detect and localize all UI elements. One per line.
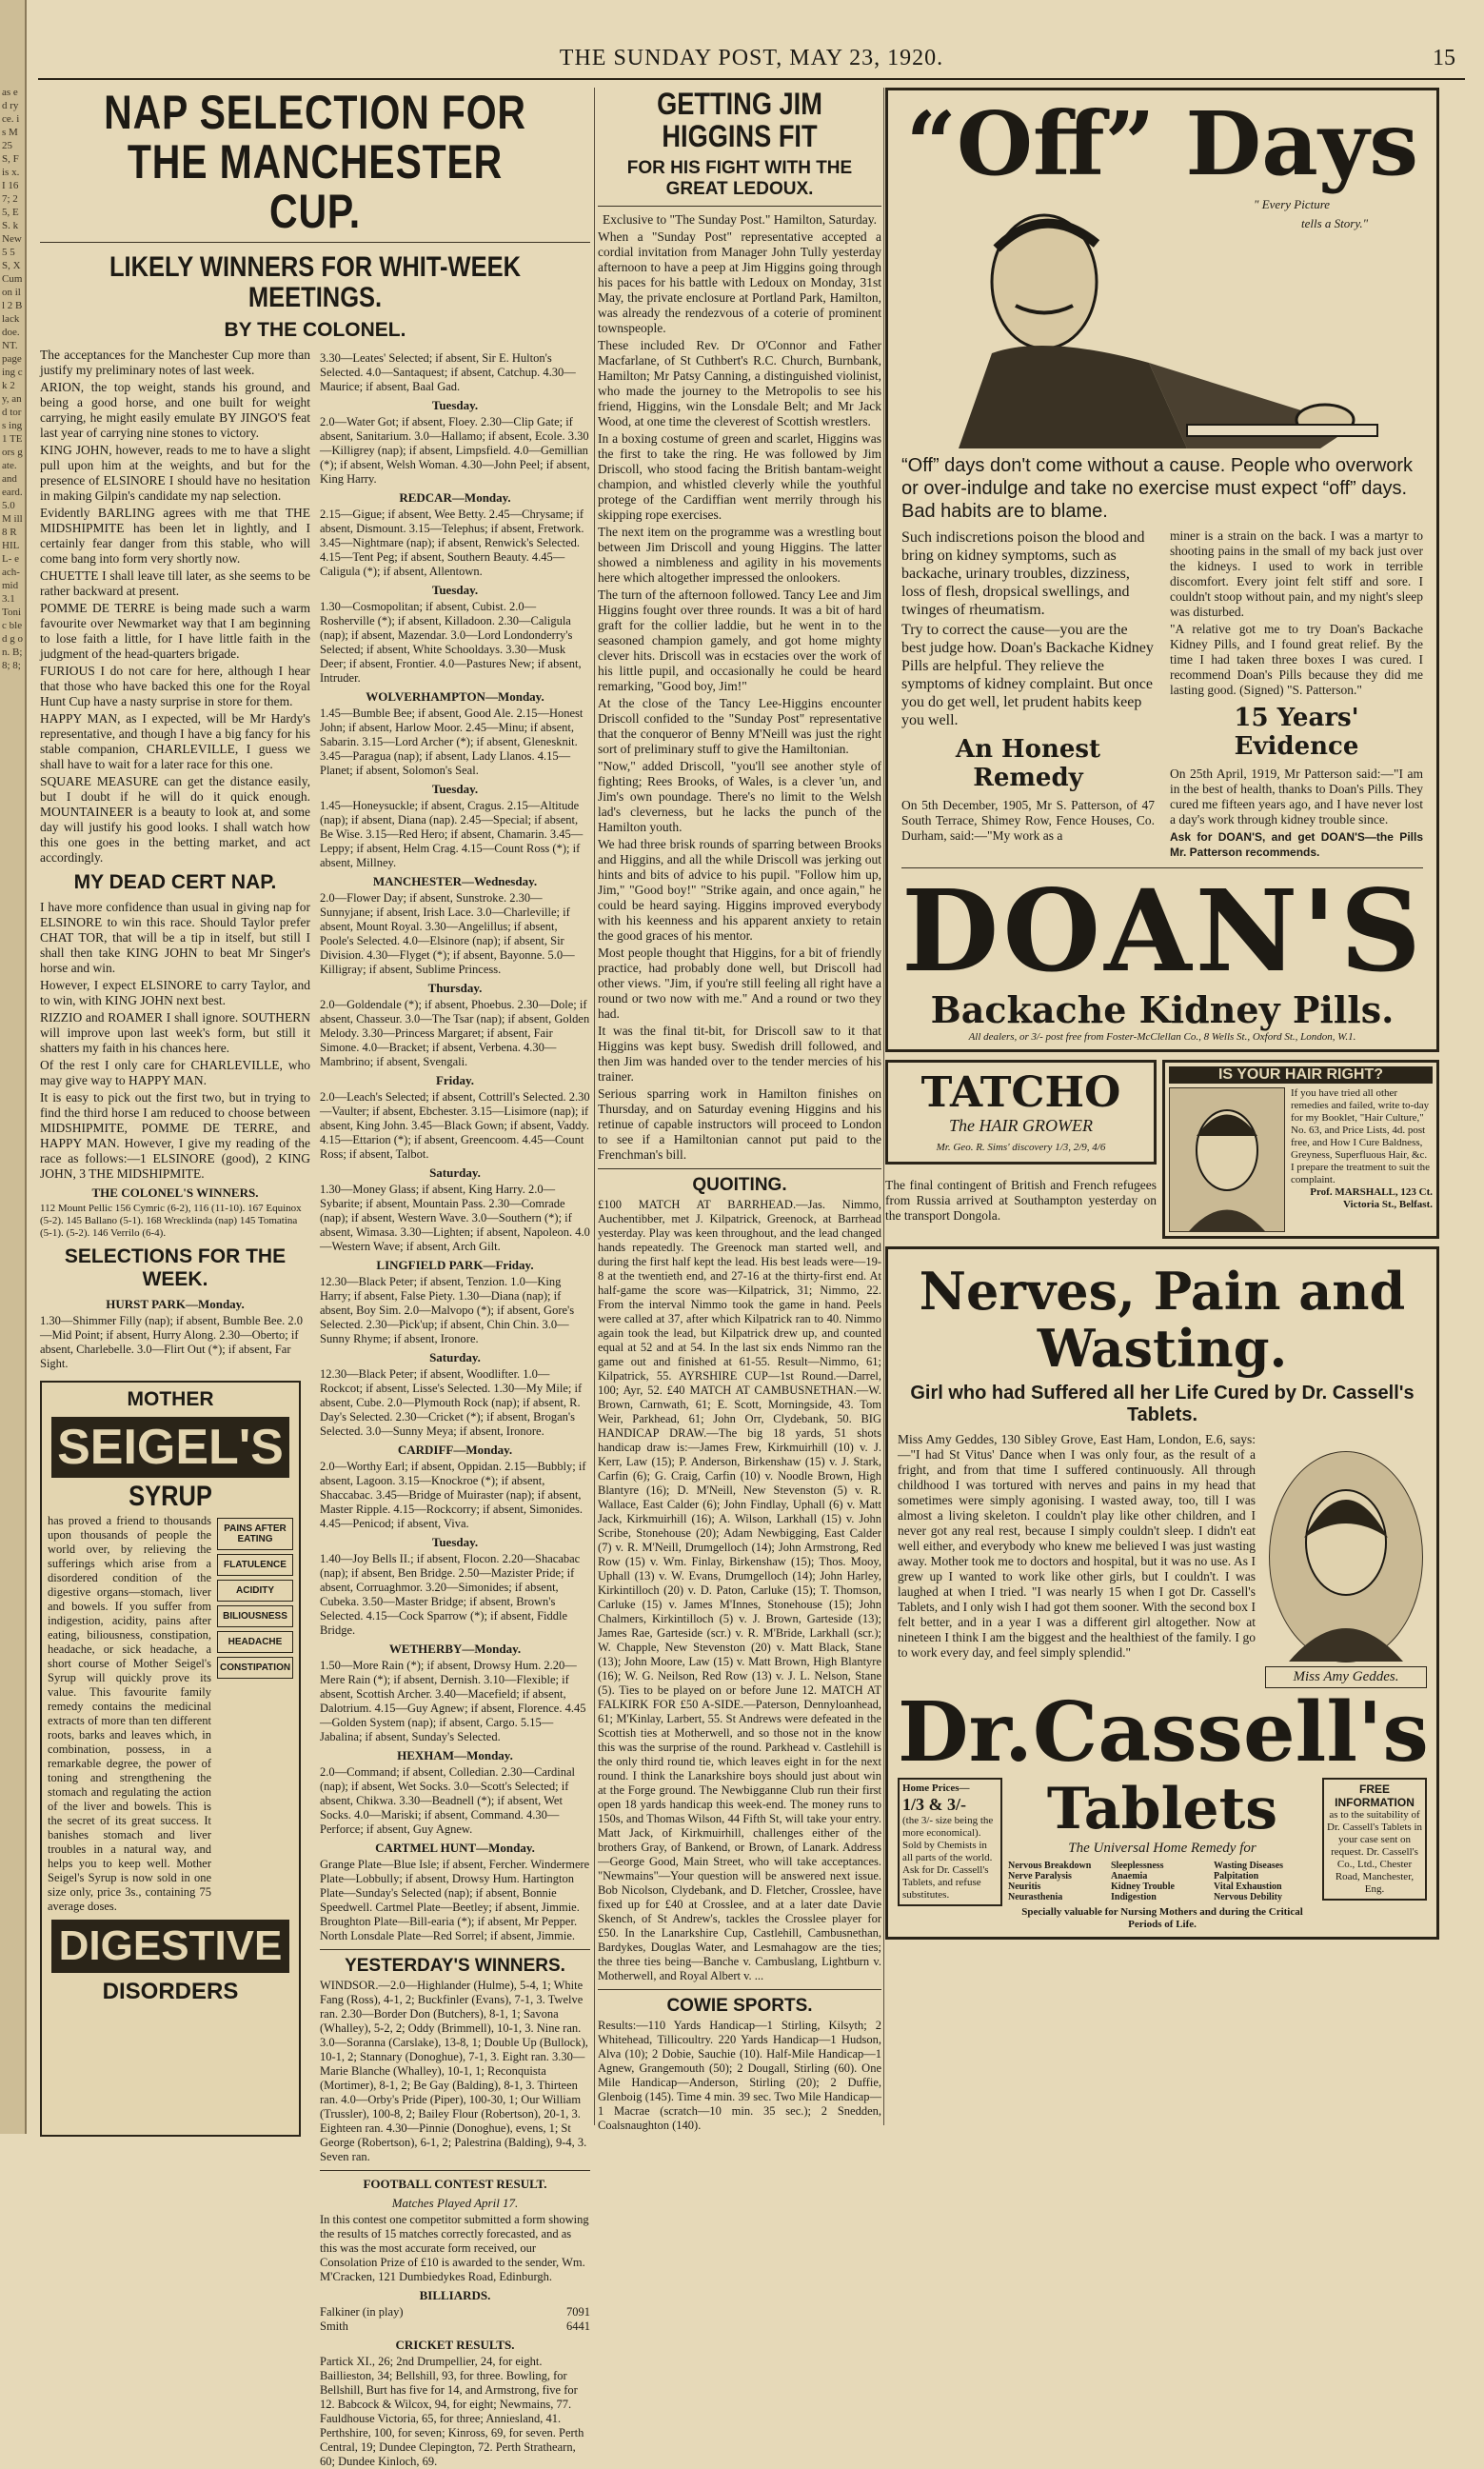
refugees-caption: The final contingent of British and French refugees from Russia arrived at Southampton yesterday on the transport Dongola. [885, 1178, 1157, 1223]
symptom-tag: PAINS AFTER EATING [217, 1518, 293, 1550]
football-subheading: Matches Played April 17. [391, 2196, 519, 2210]
selection-list: 1.45—Bumble Bee; if absent, Good Ale. 2.15—Honest John; if absent, Harlow Moor. 2.45—Minu; if absent, Sabarin. 3.15—Lord Archer (*); if absent, Glenesknit. 3.45—Paragua (nap); if absent, Lady Llanos. 4.15—Planet; if absent, Solomon's Seal. [320, 707, 584, 777]
paragraph: However, I expect ELSINORE to carry Taylor, and to win, with KING JOHN next best. [40, 978, 310, 1007]
paragraph: "Now," added Driscoll, "you'll see another style of fighting; Rees Brooks, of Wales, is a clever 'un, and Jim's own poundage. There's no limit to the Welsh lad's cleverness, but he lacks the punch of the Hamilton youth. [598, 759, 881, 834]
off-days-lead: “Off” days don't come without a cause. People who overwork or over-indulge and take no exercise must expect “off” days. Bad habits are to blame. [901, 455, 1414, 522]
selection-list: 2.0—Leach's Selected; if absent, Cottrill's Selected. 2.30—Vaulter; if absent, Ebchester. 3.15—Lisimore (nap); if absent, King John. 3.45—Black Gown; if absent, Vaddy. 4.15—Ettarion (*); if absent, Greencoom. 4.45—Count Ross; if absent, Talbot. [320, 1090, 590, 1161]
man-illustration [901, 191, 1423, 448]
seigel-brand: SEIGEL'S [51, 1417, 289, 1478]
ailment: Anaemia [1111, 1871, 1148, 1882]
nap-headline: NAP SELECTION FOR THE MANCHESTER CUP. [104, 86, 526, 238]
day-heading: Saturday. [429, 1350, 481, 1364]
cowie-heading: COWIE SPORTS. [666, 1996, 813, 2016]
doans-subbrand: Backache Kidney Pills. [930, 988, 1395, 1031]
selection-list: 2.0—Worthy Earl; if absent, Oppidan. 2.15—Bubbly; if absent, Lagoon. 3.15—Knockroe (*); if absent, Shaccabac. 3.45—Bridge of Muiraster (nap); if absent, Master Ripple. 4.15—Rockcorry; if absent, Simonides. 4.45—Penicod; if absent, Viva. [320, 1460, 586, 1530]
boxing-column [598, 87, 881, 2132]
cassell-testimonial: Miss Amy Geddes, 130 Sibley Grove, East Ham, London, E.6, says:—"I had St Vitus' Dance when I was only four, as the result of a fright, and from that time I suffered continuously. All through childhood I was tortured with nerves and pains in my head that sometimes were simply agonising. I wasted away, too, till I was almost a living skeleton. I couldn't play like other children, and I never got any real rest, because I simply couldn't sleep. I didn't eat well either, and everybody who knew me believed I was just wasting away. Mother took me to doctors and hospital, but it was no use. As I grew up I wanted to work like other girls, but I couldn't. I was laughed at when I tried. "I was nearly 15 when I got Dr. Cassell's Tablets, and I only wish I had got them sooner. With the second box I felt better, and in a year I was a different girl altogether. Now at nineteen I think I am the biggest and the healthiest of the family. I go to work every day, and feel simply splendid." [898, 1432, 1256, 1660]
paragraph: CHUETTE I shall leave till later, as she seems to be rather backward at present. [40, 568, 310, 598]
selection-list: 1.50—More Rain (*); if absent, Drowsy Hum. 2.20—Mere Rain (*); if absent, Dernish. 3.10—Flexible; if absent, Scottish Archer. 3.40—Macefield; if absent, Dalotrium. 4.15—Guy Agnew; if absent, Florence. 4.45—Golden System (nap); if absent, Cargo. 5.15—Jabalina; if absent, Sunday's Selected. [320, 1659, 586, 1743]
quoiting-text: £100 MATCH AT BARRHEAD.—Jas. Nimmo, Auchentibber, met J. Kilpatrick, Greenock, at Barrhead yesterday. Play was keen throughout, and the lead changed hands repeatedly. The Greenock man started well, and during the first half kept the lead. His best leads were—19-8 at the twentieth end, and 27-16 at the thirty-first end. At half-game the score was—Kilpatrick, 31; Nimmo, 22. From the interval Nimmo took the game in hand. Peels were called at 37, after which Kilpatrick ran to 40. Nimmo again took the lead, but Kilpatrick drew up, and counted equal at 52 and at 54. In the last six ends Nimmo ran the game out and finished at 61-55. Result—Nimmo, 61; Kilpatrick, 55. AYRSHIRE CUP—1st Round.—Darrel, 100; Ayr, 52. £40 MATCH AT CAMBUSNETHAN.—W. Brown, Carnwath, 61; E. Scott, Morningside, 43. Tom Weir, Parkhead, 61; John Orr, Clydebank, 50. BIG HANDICAP DRAW.—The big 18 yards, 51 shots handicap draw is:—James Frew, Kirkmuirhill (10) v. J. Kerr, Law (15); P. Anderson, Birkenshaw (15) v. J. Stark, Carfin (6); G. Craig, Carfin (10) v. Noodle Brown, High Blantyre (16); D. M'Neill, New Stevenston (5) v. R. Wallace, East Calder (6); John Findlay, Uphall (6) v. Matt Jack, Kirkmuirhill (16); A. Wilson, Larkhall (15) v. John Scribe, Stonehouse (20); Adam Newbigging, East Calder (7) v. R. M'Neill, Drumgelloch (14); John Armstrong, Red Row (15) v. Wm. Finlay, Birkenshaw (15); Thos. Mooy, Uphall (13) v. W. Evans, Drumgelloch (14); John Harley, Kirkintilloch (20) v. D. Paton, Carluke (15); T. Thomson, Carluke (15) v. James M'Innes, Stonehouse (15); John Chalmers, Kirkintilloch (5) v. J. Brown, Garteside (13); James Rae, Garteside (scr.) v. R. M'Bride, Larkhall (scr.); W. Chapple, New Stevenston (20) v. Matt Black, Stane (13); John Moore, Law (15) v. Matt Brown, High Blantyre (16); W. G. Neilson, Red Row (13) v. J. L. Nelson, Stane (5). Ties to be played on or before June 12. MATCH AT FALKIRK FOR £50 A-SIDE.—Paterson, Dennyloanhead, 61; M'Kinlay, Larbert, 55. St Andrews were defeated in the Scottish ties at Motherwell, and so those not in the know this was the surprise of the round. Parkhead v. Castlehill is the only third round tie, which leaves eight in for the next round. I think the Lanarkshire boys should just about win at the Forge ground. The Newbigganne Club run their first open 18 yards handicap this week-end. The money runs to 150s, and Thomas Wilson, 44 Fifth St, will take your entry. Matt Jack, of Kirkmuirhill, challenges either of the brothers Gray, of Bankend, or Brown, of Lanark. Address—George Good, Main Street, who will take acceptances. "Newmains"—Your question will be answered next issue. Bob Nicolson, Clydebank, and D. Fletcher, Crosslee, have fixed up for £40 at Crosslee, and at a later date Davie Skench, of St Andrew's, tackles the Crosslee player for £50. In the Lanarkshire Cup, Castlehill, Cambusnethan, Bardykes, Douglas Water, and Lesmahagow are the ties; the three ties being—Banche v. Cambuslang, Lightburn v. Motherwell, and Royal Albert v. ... [598, 1198, 881, 1982]
yesterdays-winners: WINDSOR.—2.0—Highlander (Hulme), 5-4, 1; White Fang (Ross), 4-1, 2; Buckfinler (Evans), 7-1, 3. Twelve ran. 2.30—Border Don (Butchers), 8-1, 1; Savona (Whalley), 5-2, 2; Oddy (Brimmell), 10-1, 3. Nine ran. 3.0—Soranna (Carslake), 13-8, 1; Double Up (Bullock), 10-1, 2; Stannary (Donoghue), 7-1, 3. Eight ran. 3.30—Marie Blanche (Whalley), 10-1, 1; Reconquista (Mortimer), 8-1, 2; Be Gay (Balding), 8-1, 3. Thirteen ran. 4.0—Orby's Pride (Piper), 100-30, 1; Our William (Trussler), 100-8, 2; Bailey Flour (Robertson), 20-1, 3. Eighteen ran. 4.30—Pinnie (Donoghue), evens, 1; St George (Robertson), 6-1, 2; Palestrina (Balding), 9-4, 3. Seven ran. [320, 1979, 588, 2163]
selection-list: 1.40—Joy Bells II.; if absent, Flocon. 2.20—Shacabac (nap); if absent, Ben Bridge. 2.50—Mazister Pride; if absent, Corruaghmor. 3.20—Simonides; if absent, Cubeka. 3.50—Master Bridge; if absent, Brown's Selected. 4.15—Cock Sparrow (*); if absent, Fiddle Bridge. [320, 1552, 581, 1637]
masthead [38, 46, 1465, 80]
tatcho-line: Mr. Geo. R. Sims' discovery 1/3, 2/9, 4/6 [936, 1142, 1106, 1153]
day-heading: CARTMEL HUNT—Monday. [375, 1841, 535, 1855]
nap-subhead: LIKELY WINNERS FOR WHIT-WEEK MEETINGS. [109, 251, 522, 313]
paragraph: The turn of the afternoon followed. Tancy Lee and Jim Higgins fought over three rounds. It was a bit of hard graft for the collier laddie, but he went in to the seasoned champion gamely, and got home mighty clever hits. Driscoll was in ecstacies over the work of his little pupil, and occasionally he could be heard remarking, "Good boy, Jim!" [598, 587, 881, 693]
racing-column [40, 86, 590, 2468]
advert-column [885, 88, 1439, 2125]
ailment: Kidney Trouble [1111, 1882, 1175, 1892]
free-text: as to the suitability of Dr. Cassell's Tablets in your case sent on request. Dr. Cassell's Co., Ltd., Chester Road, Manchester, Eng. [1327, 1809, 1423, 1895]
day-heading: HURST PARK—Monday. [106, 1297, 245, 1311]
selection-list: 1.30—Cosmopolitan; if absent, Cubist. 2.0—Rosherville (*); if absent, Killadoon. 2.30—Caligula (nap); if absent, Mazendar. 3.0—Lord Londonderry's Selected; if absent, White Schooldays. 3.30—Musk Deer; if absent, Frontier. 4.0—Pastures New; if absent, Intruder. [320, 600, 582, 685]
cassell-brand: Dr.Cassell's [898, 1684, 1429, 1781]
paragraph: ARION, the top weight, stands his ground, and being a good horse, and one built for weight carrying, he might easily emulate BY JINGO'S feat last year of carrying nine stones to victory. [40, 380, 310, 440]
symptom-tag: CONSTIPATION [217, 1657, 293, 1679]
free-heading: FREE INFORMATION [1335, 1782, 1415, 1809]
dateline: Exclusive to "The Sunday Post." Hamilton, Saturday. [603, 212, 877, 227]
adjacent-page-text: as ed ry ce. is M 25 S, F is x. I 16 7; 25, ES. k New 5 5 S, X Cum on ill 2 Black doe. NT. page ing ck 2 y, and tors ing 1 TE ors gate. and eard. 5.0 M ill 8 R HILL- each- mid 3.1 Tonic bled g on. B; 8; 8; [2, 87, 23, 671]
tablets-wordmark: Tablets [1046, 1776, 1278, 1842]
ailment: Nervous Breakdown [1008, 1861, 1092, 1871]
quoiting-heading: QUOITING. [692, 1175, 787, 1195]
seigel-digestive: DIGESTIVE [51, 1920, 289, 1973]
day-heading: WETHERBY—Monday. [388, 1642, 522, 1656]
football-heading: FOOTBALL CONTEST RESULT. [363, 2177, 547, 2191]
symptom-tag: HEADACHE [217, 1631, 293, 1653]
paragraph: HAPPY MAN, as I expected, will be Mr Hardy's representative, and though I have a big fancy for his stable companion, CHARLEVILLE, I guess we shall have to wait for a later race for this one. [40, 711, 310, 771]
paragraph: Serious sparring work in Hamilton finishes on Thursday, and on Saturday evening Higgins and his retinue of capable instructors will proceed to London to see if a Hamiltonian cannot put paid to the Frenchman's bill. [598, 1086, 881, 1162]
selection-list: 2.0—Water Got; if absent, Floey. 2.30—Clip Gate; if absent, Sanitarium. 3.0—Hallamo; if absent, Ecole. 3.30—Killigrey (nap); if absent, Limpsfield. 4.0—Gemillian (*); if absent, Welsh Woman. 4.30—John Peel; if absent, King Harry. [320, 415, 590, 486]
seigel-disorders: DISORDERS [102, 1979, 239, 2004]
tatcho-advert [885, 1060, 1157, 1165]
ailment: Neuritis [1008, 1882, 1041, 1892]
prices-text: (the 3/- size being the more economical). Sold by Chemists in all parts of the world. Ask for Dr. Cassell's Tablets, and refuse substitutes. [902, 1815, 994, 1901]
prices-heading: Home Prices— [902, 1782, 970, 1794]
paragraph: At the close of the Tancy Lee-Higgins encounter Driscoll confided to the "Sunday Post" representative that the conqueror of Benny M'Neill was just the right sort of preliminary stuff to give the Hamiltonian. [598, 696, 881, 756]
hair-portrait [1169, 1087, 1285, 1232]
nerves-headline: Nerves, Pain and Wasting. [919, 1261, 1406, 1379]
paragraph: On 5th December, 1905, Mr S. Patterson, of 47 South Terrace, Shimey Row, Fence Houses, Co. Durham, said:—"My work as a [901, 798, 1155, 843]
selection-list: 2.15—Gigue; if absent, Wee Betty. 2.45—Chrysame; if absent, Dismount. 3.15—Telephus; if absent, Fretwork. 3.45—Nightmare (nap); if absent, Renwick's Selected. 4.15—Tent Peg; if absent, Southern Beauty. 4.45—Caligula (*); if absent, Allentown. [320, 508, 584, 578]
selection-list: 12.30—Black Peter; if absent, Woodlifter. 1.0—Rockcot; if absent, Lisse's Selected. 1.30—My Mile; if absent, Cube. 2.0—Plymouth Rock (nap); if absent, R. Day's Selected. 2.30—Cricket (*); if absent, Brogan's Selected. 3.0—Sunny Meya; if absent, Ironore. [320, 1367, 583, 1438]
symptom-tag: FLATULENCE [217, 1554, 293, 1576]
hair-text: If you have tried all other remedies and failed, write to-day for my Booklet, "Hair Culture," No. 63, and Price Lists, 4d. post free, and How I Cure Baldness, Greyness, Superfluous Hair, &c. I prepare the treatment to suit the complaint. [1291, 1087, 1430, 1185]
seigel-text: has proved a friend to thousands upon thousands of people the world over, by relieving the sufferings which arise from a disordered condition of the digestive organs—stomach, liver and bowels. If you suffer from indigestion, acidity, pains after eating, biliousness, constipation, headache, or sick headache, a short course of Mother Seigel's Syrup will quickly prove its value. This favourite family remedy contains the medicinal extracts of more than ten different roots, barks and leaves which, in combination, possess, in a remarkable degree, the power of toning and strengthening the stomach and regulating the action of the liver and bowels. This is the secret of its great success. It banishes stomach and liver troubles in a natural way, and helps you to keep well. Mother Seigel's Syrup is now sold in one size only, price 3s., containing 75 average doses. [48, 1514, 211, 1913]
hair-advert [1162, 1060, 1439, 1239]
day-heading: Thursday. [427, 981, 483, 995]
special-note: Specially valuable for Nursing Mothers and during the Critical Periods of Life. [1021, 1906, 1303, 1930]
column-rule [883, 88, 884, 2125]
paragraph: In a boxing costume of green and scarlet, Higgins was the first to take the ring. He was followed by Jim Driscoll, who stood facing the British bantam-weight champion, and whistled cleverly while the youthful protege of the Cardiffian went merrily through his skipping rope exercises. [598, 431, 881, 522]
tatcho-sub: The HAIR GROWER [949, 1116, 1093, 1135]
day-heading: Tuesday. [431, 782, 479, 796]
paragraph: Evidently BARLING agrees with me that THE MIDSHIPMITE has been let in lightly, and I certainly fear danger from this stable, who will come bang into form very shortly now. [40, 506, 310, 566]
cricket-results: Partick XI., 26; 2nd Drumpellier, 24, for eight. Baillieston, 34; Bellshill, 93, for three. Bowling, for Bellshill, Burt has five for 14, and Armstrong, five for 12. Babcock & Wilcox, 94, for eight; Newmains, 77. Fauldhouse Victoria, 65, for three; Anniesland, 41. Perthshire, 100, for seven; Kinross, 69, for seven. Perth Central, 19; Dundee Clepington, 72. Perth Strathearn, 60; Dundee Kinloch, 69. [320, 2355, 584, 2468]
paragraph: RIZZIO and ROAMER I shall ignore. SOUTHERN will improve upon last week's form, but still it shatters my faith in his chances here. [40, 1010, 310, 1055]
byline: BY THE COLONEL. [224, 319, 406, 341]
cassell-subhead: Girl who had Suffered all her Life Cured by Dr. Cassell's Tablets. [910, 1383, 1415, 1425]
honest-remedy-heading: An Honest Remedy [955, 735, 1101, 792]
paragraph: Most people thought that Higgins, for a bit of friendly practice, had probably done well, but Driscoll had other views. "Jim, if you're still feeling all right have a round or two now with me." And a round or two they had. [598, 946, 881, 1021]
selection-list: 2.0—Command; if absent, Colledian. 2.30—Cardinal (nap); if absent, Wet Socks. 3.0—Scott's Selected; if absent, Chikwa. 3.30—Beadnell (*); if absent, Wet Socks. 4.0—Mariski; if absent, Command. 4.30—Perforce; if absent, Guy Agnew. [320, 1765, 576, 1836]
yesterdays-winners-heading: YESTERDAY'S WINNERS. [345, 1956, 565, 1976]
paragraph: Such indiscretions poison the blood and bring on kidney symptoms, such as backache, urinary troubles, dizziness, loss of flesh, dropsical swellings, and twinges of rheumatism. [901, 529, 1145, 618]
paragraph: POMME DE TERRE is being made such a warm favourite over Newmarket way that I am beginning to lose faith a little, for I have little faith in the judgment of the head-quarters brigade. [40, 601, 310, 661]
selection-list: 2.0—Flower Day; if absent, Sunstroke. 2.30—Sunnyjane; if absent, Irish Lace. 3.0—Charleville; if absent, Mount Royal. 3.30—Angelillus; if absent, Poole's Selected. 4.0—Elsinore (nap); if absent, Sir Division. 4.30—Flyget (*); if absent, Bayonne. 5.0—Killigray; if absent, Sublime Princess. [320, 891, 575, 976]
selection-list: 1.45—Honeysuckle; if absent, Cragus. 2.15—Altitude (nap); if absent, Diana (nap). 2.45—Special; if absent, Be Wise. 3.15—Red Hero; if absent, Chamarin. 3.45—Leppy; if absent, Helm Crag. 4.15—Count Ross (*); if absent, Millney. [320, 799, 584, 869]
week-selections-heading: SELECTIONS FOR THE WEEK. [64, 1245, 287, 1290]
page-number: 15 [1433, 46, 1455, 70]
seigel-mother: MOTHER [127, 1388, 214, 1410]
day-heading: Tuesday. [431, 398, 479, 412]
masthead-title: THE SUNDAY POST, MAY 23, 1920. [559, 46, 944, 70]
paragraph: miner is a strain on the back. I was a martyr to shooting pains in the small of my back just over the kidneys. I used to work in terrible discomfort. Every joint felt stiff and sore. I couldn't stoop without pain, and my night's sleep was disturbed. [1170, 528, 1423, 619]
selection-list: 1.30—Money Glass; if absent, King Harry. 2.0—Sybarite; if absent, Mountain Pass. 2.30—Comrade (nap); if absent, Western Wave. 3.0—Southern (*); if absent, Wimasa. 3.30—Lighten; if absent, Napoleon. 4.0—Western Wave; if absent, Arch Gilt. [320, 1183, 590, 1253]
illustration-caption: tells a Story." [1301, 216, 1369, 230]
paragraph: It was the final tit-bit, for Driscoll saw to it that Higgins was kept busy. Swedish drill followed, and then Jim was handed over to the tender mercies of his trainer. [598, 1024, 881, 1084]
adjacent-page-edge [0, 0, 27, 2134]
paragraph: We had three brisk rounds of sparring between Brooks and Higgins, and all the while Driscoll was jerking out hints and bits of advice to his pupil. "Follow him up, Jim," "Good boy!" "Strike again, and once again," he could be heard saying. Higgins improved everybody with his keenness and his apparent anxiety to retain the good graces of his mentor. [598, 837, 881, 943]
colonel-winners-heading: THE COLONEL'S WINNERS. [91, 1185, 259, 1200]
paragraph: Of the rest I only care for CHARLEVILLE, who may give way to HAPPY MAN. [40, 1058, 310, 1087]
tatcho-brand: TATCHO [920, 1068, 1121, 1117]
ailment: Nerve Paralysis [1008, 1871, 1072, 1882]
colonel-winners-list: 112 Mount Pellic 156 Cymric (6-2), 116 (11-10). 167 Equinox (5-2). 145 Ballano (5-1). 168 Wrecklinda (nap) 145 Tomatina (5-1). (5-2). 146 Verrilo (6-4). [40, 1203, 302, 1239]
selection-list: 12.30—Black Peter; if absent, Tenzion. 1.0—King Harry; if absent, False Piety. 1.30—Diana (nap); if absent, Boy Sim. 2.0—Malvopo (*); if absent, Gore's Selected. 2.30—Pick'up; if absent, Chin Chin. 3.0—Sunny Rhyme; if absent, Ironore. [320, 1275, 575, 1345]
ailment: Palpitation [1214, 1871, 1259, 1882]
symptom-tag: BILIOUSNESS [217, 1605, 293, 1627]
billiards-row: Falkiner (in play) 7091 [320, 2305, 590, 2319]
column-rule [594, 88, 595, 2125]
cert-heading: MY DEAD CERT NAP. [73, 871, 277, 893]
paragraph: KING JOHN, however, reads to me to have a slight pull upon him at the weights, and but for the presence of ELSINORE I should have no hesitation in making Gilpin's candidate my nap selection. [40, 443, 310, 503]
higgins-subhead: FOR HIS FIGHT WITH THE GREAT LEDOUX. [626, 158, 853, 199]
selections-list [320, 348, 590, 2469]
day-heading: Saturday. [429, 1165, 481, 1180]
day-heading: Friday. [435, 1073, 475, 1087]
seigel-advert [40, 1381, 301, 2137]
ailment: Indigestion [1111, 1892, 1157, 1902]
ailment: Sleeplessness [1111, 1861, 1164, 1871]
paragraph: I have more confidence than usual in giving nap for ELSINORE to win this race. Should Taylor prefer CHAT TOR, that will be a tip in itself, but still I shall then take KING JOHN to beat Mr Singer's horse and win. [40, 900, 310, 975]
day-heading: Tuesday. [431, 1535, 479, 1549]
paragraph: It is easy to pick out the first two, but in trying to find the third horse I am reduced to choose between MIDSHIPMITE, POMME DE TERRE, and HAPPY MAN. However, I give my reading of the race as follows:—1 ELSINORE (good), 2 KING JOHN, 3 THE MIDSHIPMITE. [40, 1090, 310, 1181]
day-heading: Tuesday. [431, 583, 479, 597]
ailment: Neurasthenia [1008, 1892, 1063, 1902]
billiards-heading: BILLIARDS. [419, 2288, 491, 2302]
universal-remedy: The Universal Home Remedy for [1068, 1841, 1256, 1856]
paragraph: SQUARE MEASURE can get the distance easily, but I doubt if he will do it quick enough. MOUNTAINEER is a beauty to look at, and some day will justify his good looks. I shall watch how this one goes in the betting market, and act accordingly. [40, 774, 310, 865]
illustration-caption: " Every Picture [1254, 197, 1331, 211]
doans-advert [885, 88, 1439, 1052]
day-heading: MANCHESTER—Wednesday. [372, 874, 538, 888]
higgins-headline: GETTING JIM HIGGINS FIT [657, 87, 822, 153]
off-days-title: “Off” Days [905, 92, 1419, 195]
selection-list: 1.30—Shimmer Filly (nap); if absent, Bumble Bee. 2.0—Mid Point; if absent, Hurry Along. 2.30—Oberto; if absent, Charlebelle. 3.0—Flirt Out (*); if absent, Far Sight. [40, 1314, 304, 1370]
selection-list: 2.0—Goldendale (*); if absent, Phoebus. 2.30—Dole; if absent, Chasseur. 3.0—The Tsar (nap); if absent, Golden Melody. 3.30—Princess Margaret; if absent, Fair Simone. 4.0—Bracket; if absent, Verbena. 4.30—Mambrino; if absent, Svengali. [320, 998, 590, 1068]
symptom-tag: ACIDITY [217, 1580, 293, 1602]
nap-article [40, 348, 310, 2469]
paragraph: These included Rev. Dr O'Connor and Father Macfarlane, of St Cuthbert's R.C. Church, Burnbank, Hamilton; Mr Patsy Canning, a distinguished violinist, who made the journey to the Metropolis to see his friend, Higgins, win the Lonsdale Belt; and Mr Jack Wood, at one time the cleverest of Scottish wrestlers. [598, 338, 881, 428]
paragraph: The acceptances for the Manchester Cup more than justify my preliminary notes of last week. [40, 348, 310, 377]
hair-signature: Prof. MARSHALL, 123 Ct. Victoria St., Belfast. [1310, 1186, 1433, 1210]
selection-list: 3.30—Leates' Selected; if absent, Sir E. Hulton's Selected. 4.0—Santaquest; if absent, Catchup. 4.30—Maurice; if absent, Baal Gad. [320, 351, 576, 393]
home-prices-box [898, 1778, 1002, 1906]
ask-for-doans: Ask for DOAN'S, and get DOAN'S—the Pills Mr. Patterson recommends. [1170, 830, 1423, 859]
paragraph: Try to correct the cause—you are the best judge how. Doan's Backache Kidney Pills are helpful. They relieve the symptoms of kidney complaint. But once you do get well, let prudent habits keep you well. [901, 622, 1154, 728]
seigel-syrup: SYRUP [129, 1481, 212, 1512]
day-heading: LINGFIELD PARK—Friday. [376, 1258, 534, 1272]
day-heading: CARDIFF—Monday. [397, 1443, 513, 1457]
paragraph: The next item on the programme was a wrestling bout between Jim Driscoll and young Higgins. The latter showed a nimbleness and agility in his movements here which altogether impressed the onlookers. [598, 525, 881, 585]
day-heading: WOLVERHAMPTON—Monday. [366, 689, 544, 704]
prices: 1/3 & 3/- [902, 1795, 966, 1814]
selection-list: Grange Plate—Blue Isle; if absent, Fercher. Windermere Plate—Lobbully; if absent, Drowsy Hum. Hartington Plate—Sunday's Selected (nap); if absent, Bonnie Speedwell. Cartmel Plate—Beetley; if absent, Jimmie. Broughton Plate—Bill-earia (*); if absent, Mr Pepper. North Lonsdale Plate—Red Sorrel; if absent, Jimmie. [320, 1858, 590, 1942]
hair-heading: IS YOUR HAIR RIGHT? [1169, 1066, 1433, 1084]
paragraph: On 25th April, 1919, Mr Patterson said:—"I am in the best of health, thanks to Doan's Pills. They cured me fifteen years ago, and I have never lost a day's work through kidney trouble since. [1170, 767, 1423, 826]
ailment: Nervous Debility [1214, 1892, 1282, 1902]
day-heading: HEXHAM—Monday. [397, 1748, 513, 1762]
ailment: Vital Exhaustion [1214, 1882, 1282, 1892]
cowie-results: Results:—110 Yards Handicap—1 Stirling, Kilsyth; 2 Whitehead, Tillicoultry. 220 Yards Handicap—1 Hudson, Alva (10); 2 Dobie, Sauchie (10). Half-Mile Handicap—1 Agnew, Grangemouth (50); 2 Dougall, Stirling (60). One Mile Handicap—Anderson, Stirling (20); 2 Duffie, Glenboig (145). Time 4 min. 39 sec. Two Mile Handicap—1 Macrae (scratch—10 min. 35 sec.); 2 Snedden, Coalsnaughton (140). [598, 2019, 881, 2132]
cricket-heading: CRICKET RESULTS. [395, 2338, 515, 2352]
geddes-portrait [1269, 1451, 1423, 1663]
billiards-row: Smith 6441 [320, 2320, 590, 2333]
football-result: In this contest one competitor submitted a form showing the results of 15 matches correctly forecasted, and as this was the most accurate form received, our Consolation Prize of £10 is awarded to the sender, Wm. M'Cracken, 121 Dumbiedykes Road, Edinburgh. [320, 2213, 589, 2283]
free-info-box [1322, 1778, 1427, 1901]
doans-brand: DOAN'S [901, 865, 1425, 997]
cassell-advert [885, 1246, 1439, 1940]
years-evidence-heading: 15 Years' Evidence [1234, 704, 1359, 761]
ailment: Wasting Diseases [1214, 1861, 1284, 1871]
paragraph: FURIOUS I do not care for here, although I hear that those who have backed this one for the Royal Hunt Cup have a nasty surprise in store for them. [40, 664, 310, 708]
doans-fineprint: All dealers, or 3/- post free from Foster-McClellan Co., 8 Wells St., Oxford St., London, W.1. [968, 1031, 1356, 1043]
day-heading: REDCAR—Monday. [399, 490, 511, 505]
paragraph: When a "Sunday Post" representative accepted a cordial invitation from Manager John Tully yesterday afternoon to have a peep at Jim Higgins going through his paces for his battle with Ledoux on Monday, 31st May, the private enclosure at Portland Park, Hamilton, was already the rendezvous of a coterie of prominent townspeople. [598, 229, 881, 335]
paragraph: "A relative got me to try Doan's Backache Kidney Pills, and I found great relief. By the time I had taken three boxes I was cured. I recommend Doan's Pills because they did me lasting good. (Signed) "S. Patterson." [1170, 622, 1423, 697]
portrait-caption: Miss Amy Geddes. [1265, 1666, 1427, 1688]
